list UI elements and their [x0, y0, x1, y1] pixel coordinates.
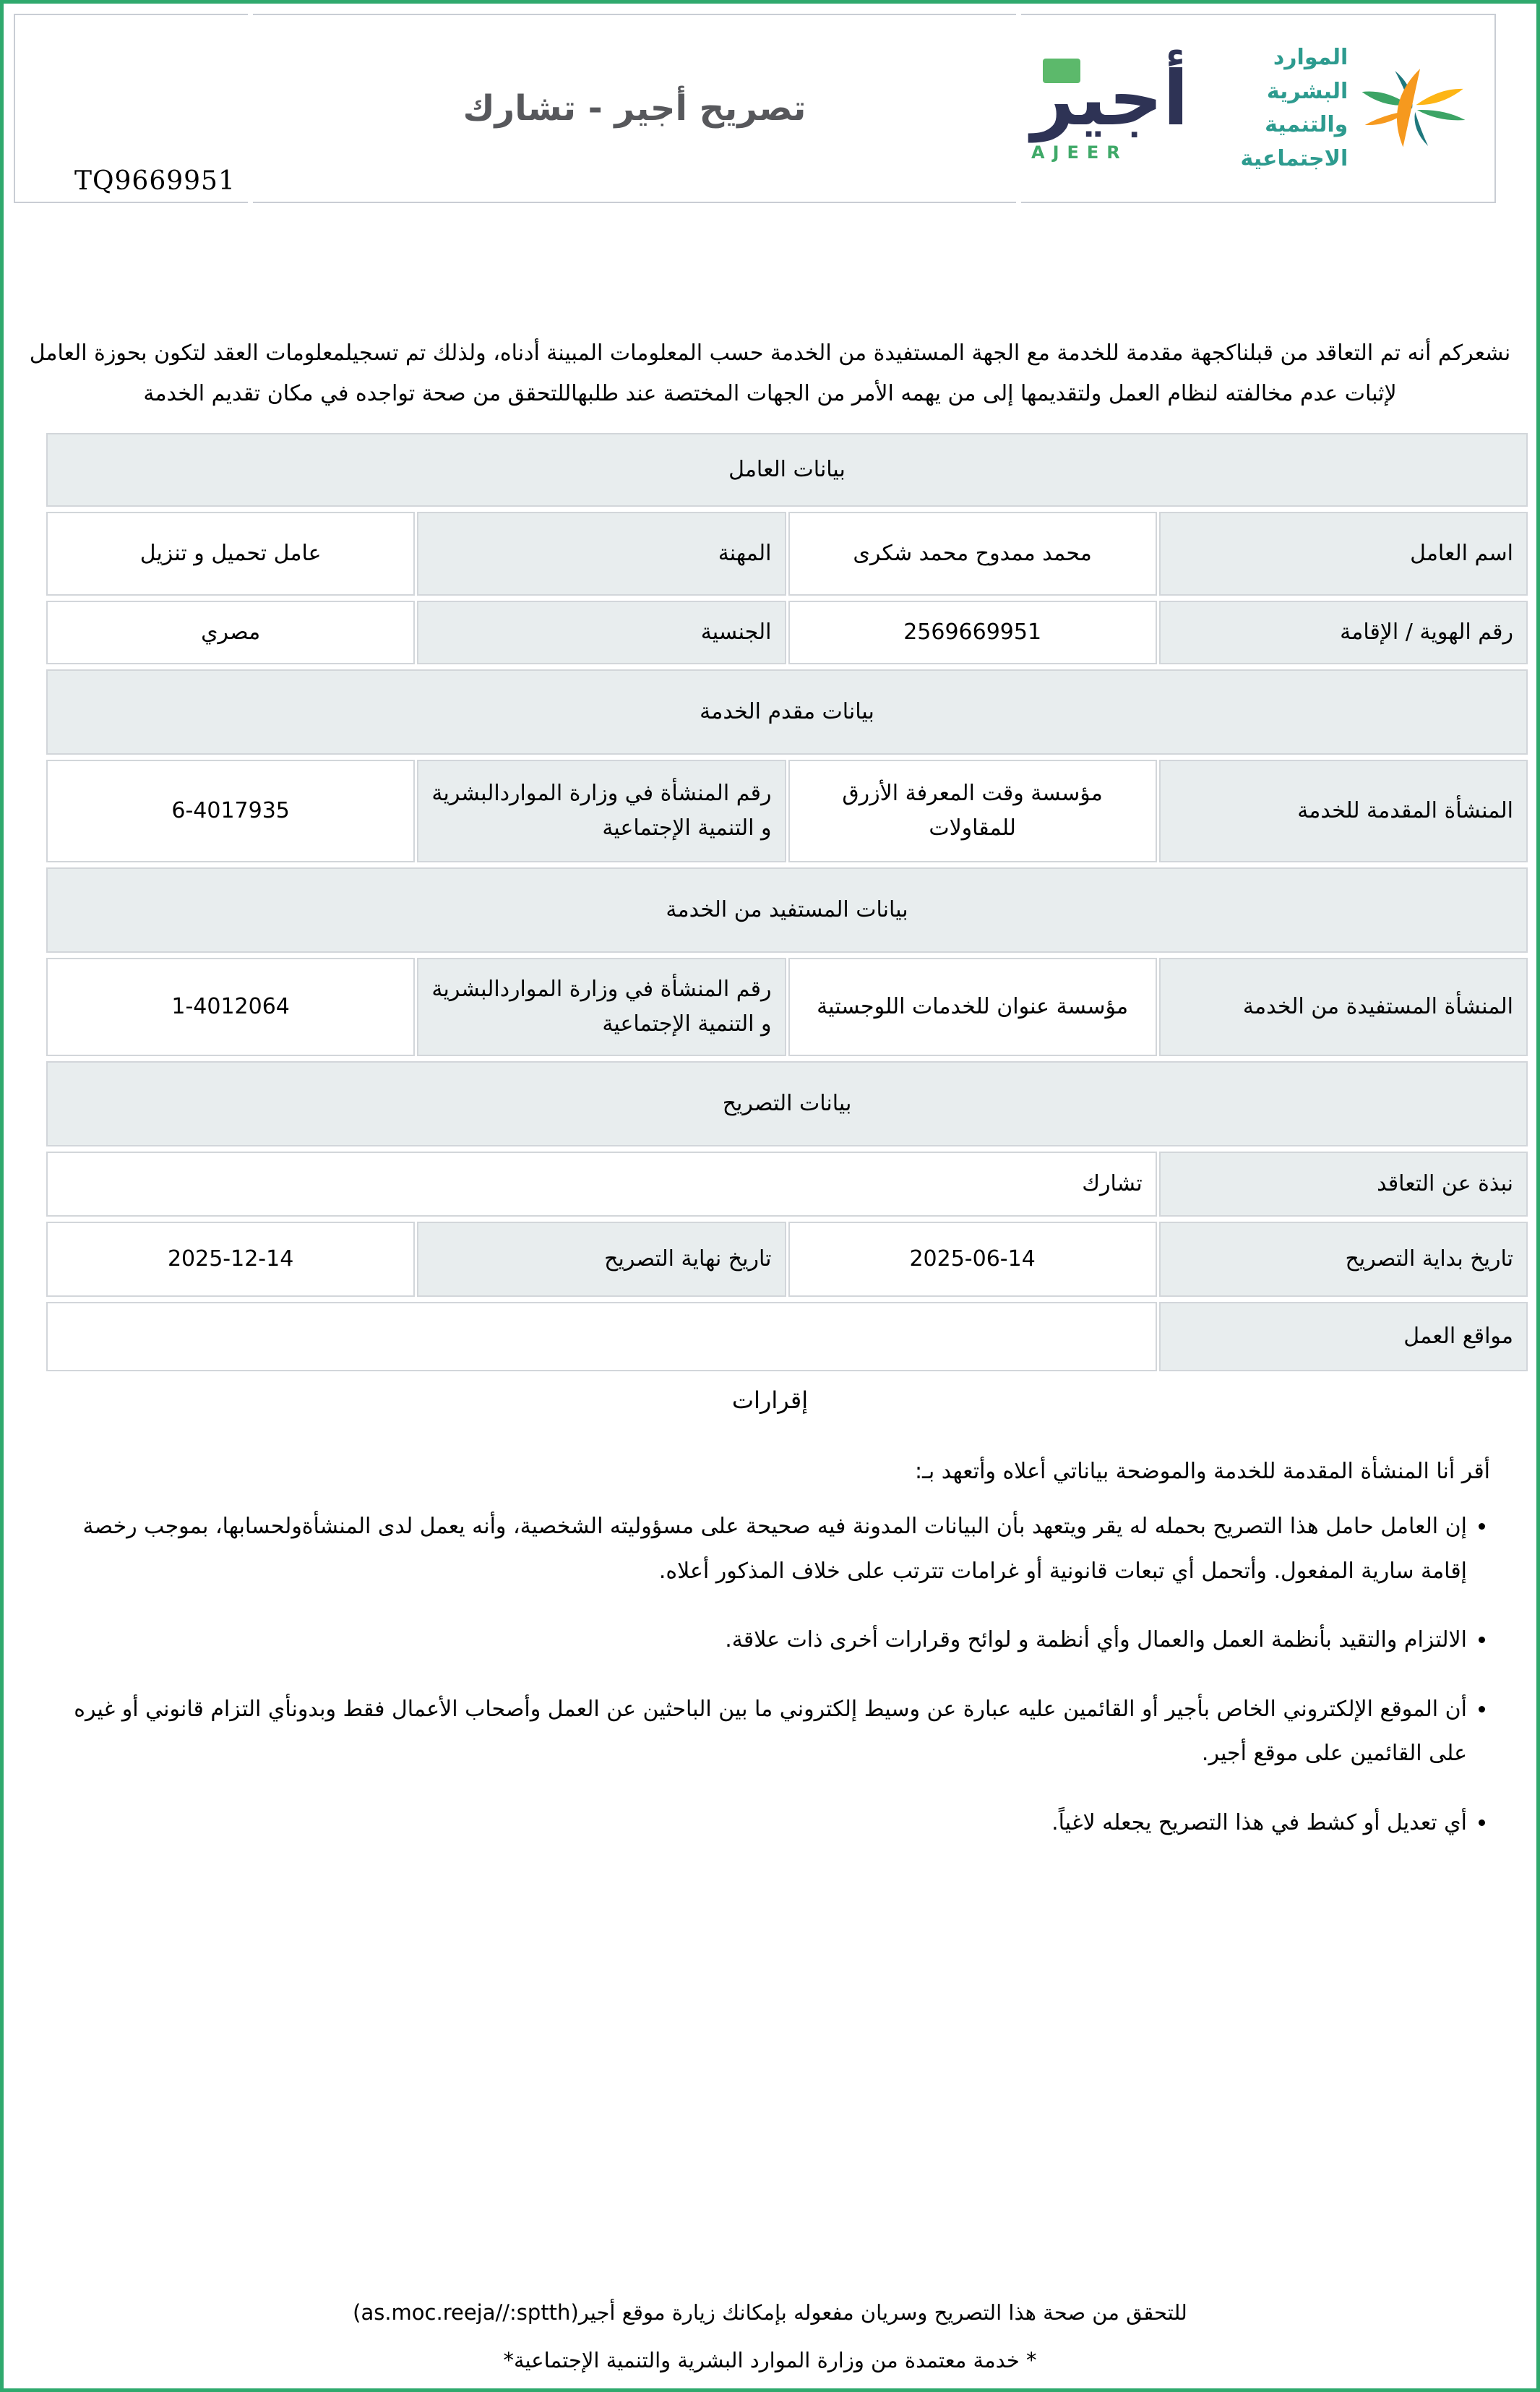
nationality-label: الجنسية [417, 601, 786, 664]
worker-name-value: محمد ممدوح محمد شكرى [788, 512, 1157, 596]
provider-mol-number-value: 6-4017935 [46, 760, 415, 862]
provider-establishment-value: مؤسسة وقت المعرفة الأزرق للمقاولات [788, 760, 1157, 862]
provider-establishment-label: المنشأة المقدمة للخدمة [1159, 760, 1528, 862]
permit-end-date-value: 2025-12-14 [46, 1222, 415, 1297]
header-logos-cell [1021, 14, 1494, 203]
work-locations-value [46, 1302, 1157, 1371]
ajeer-logo [1031, 56, 1189, 161]
declarations-title: إقرارات [731, 1386, 809, 1414]
section-header-provider: بيانات مقدم الخدمة [46, 669, 1528, 755]
ajeer-logo-latin: AJEER [1031, 142, 1128, 163]
page-footer [4, 2300, 1536, 2372]
id-number-value: 2569669951 [788, 601, 1157, 664]
declarations-list [47, 1504, 1486, 1845]
table-row [46, 512, 1528, 596]
ministry-logo [1189, 41, 1468, 176]
beneficiary-mol-number-label: رقم المنشأة في وزارة المواردالبشرية و التنمية الإجتماعية [417, 958, 786, 1056]
declaration-item: • أي تعديل أو كشط في هذا التصريح يجعله لاغياً. [47, 1801, 1467, 1846]
ministry-name-line2: والتنمية الاجتماعية [1240, 112, 1348, 171]
beneficiary-establishment-value: مؤسسة عنوان للخدمات اللوجستية [788, 958, 1157, 1056]
header-title-cell [253, 14, 1016, 203]
ajeer-logo-arabic: أجير [1031, 54, 1189, 143]
beneficiary-mol-number-value: 1-4012064 [46, 958, 415, 1056]
ministry-emblem-icon [1358, 55, 1468, 162]
table-row [46, 1222, 1528, 1297]
table-row [46, 1152, 1528, 1217]
permit-start-date-value: 2025-06-14 [788, 1222, 1157, 1297]
section-header-permit: بيانات التصريح [46, 1061, 1528, 1146]
id-number-label: رقم الهوية / الإقامة [1159, 601, 1528, 664]
provider-mol-number-label: رقم المنشأة في وزارة المواردالبشرية و التنمية الإجتماعية [417, 760, 786, 862]
contract-about-value: تشارك [46, 1152, 1157, 1217]
header-left-cell [15, 14, 248, 203]
declaration-item: • الالتزام والتقيد بأنظمة العمل والعمال وأي أنظمة و لوائح وقرارات أخرى ذات علاقة. [47, 1618, 1467, 1663]
section-header-beneficiary: بيانات المستفيد من الخدمة [46, 867, 1528, 953]
declaration-item: • أن الموقع الإلكتروني الخاص بأجير أو القائمين عليه عبارة عن وسيط إلكتروني ما بين الباحثين عن العمل وأصحاب الأعمال فقط وبدونأي التزام قانوني أو غيره على القائمين على موقع أجير. [47, 1687, 1467, 1776]
document-number: TQ9669951 [74, 166, 236, 196]
declaration-item: • إن العامل حامل هذا التصريح بحمله له يقر ويتعهد بأن البيانات المدونة فيه صحيحة على مسؤوليته الشخصية، وأنه يعمل لدى المنشأةولحسابها، بموجب رخصة إقامة سارية المفعول. وأتحمل أي تبعات قانونية أو غرامات تترتب على خلاف المذكور أعلاه. [47, 1504, 1467, 1593]
page-title: تصريح أجير - تشارك [463, 88, 806, 129]
profession-value: عامل تحميل و تنزيل [46, 512, 415, 596]
permit-data-table [44, 428, 1530, 1376]
section-header-worker: بيانات العامل [46, 433, 1528, 507]
table-row [46, 760, 1528, 862]
ministry-name [1189, 41, 1348, 176]
verify-note: للتحقق من صحة هذا التصريح وسريان مفعوله بإمكانك زيارة موقع أجير(as.moc.reeja//:sptth) [353, 2300, 1187, 2325]
beneficiary-establishment-label: المنشأة المستفيدة من الخدمة [1159, 958, 1528, 1056]
table-row [46, 1302, 1528, 1371]
ministry-name-line1: الموارد البشرية [1266, 45, 1348, 104]
permit-end-date-label: تاريخ نهاية التصريح [417, 1222, 786, 1297]
permit-start-date-label: تاريخ بداية التصريح [1159, 1222, 1528, 1297]
work-locations-label: مواقع العمل [1159, 1302, 1528, 1371]
worker-name-label: اسم العامل [1159, 512, 1528, 596]
profession-label: المهنة [417, 512, 786, 596]
document-header [14, 14, 1496, 203]
table-row [46, 601, 1528, 664]
intro-paragraph: نشعركم أنه تم التعاقد من قبلناكجهة مقدمة للخدمة مع الجهة المستفيدة من الخدمة حسب المعلومات المبينة أدناه، ولذلك تم تسجيلمعلومات العقد لتكون بحوزة العامل لإثبات عدم مخالفته لنظام العمل ولتقديمها إلى من يهمه الأمر من الجهات المختصة عند طلبهاللتحقق من صحة تواجده في مكان تقديم الخدمة [29, 340, 1511, 406]
nationality-value: مصري [46, 601, 415, 664]
contract-about-label: نبذة عن التعاقد [1159, 1152, 1528, 1217]
declarations-intro: أقر أنا المنشأة المقدمة للخدمة والموضحة بياناتي أعلاه وأتعهد بـ: [914, 1459, 1490, 1484]
table-row [46, 958, 1528, 1056]
accredited-note: * خدمة معتمدة من وزارة الموارد البشرية والتنمية الإجتماعية* [503, 2348, 1037, 2372]
